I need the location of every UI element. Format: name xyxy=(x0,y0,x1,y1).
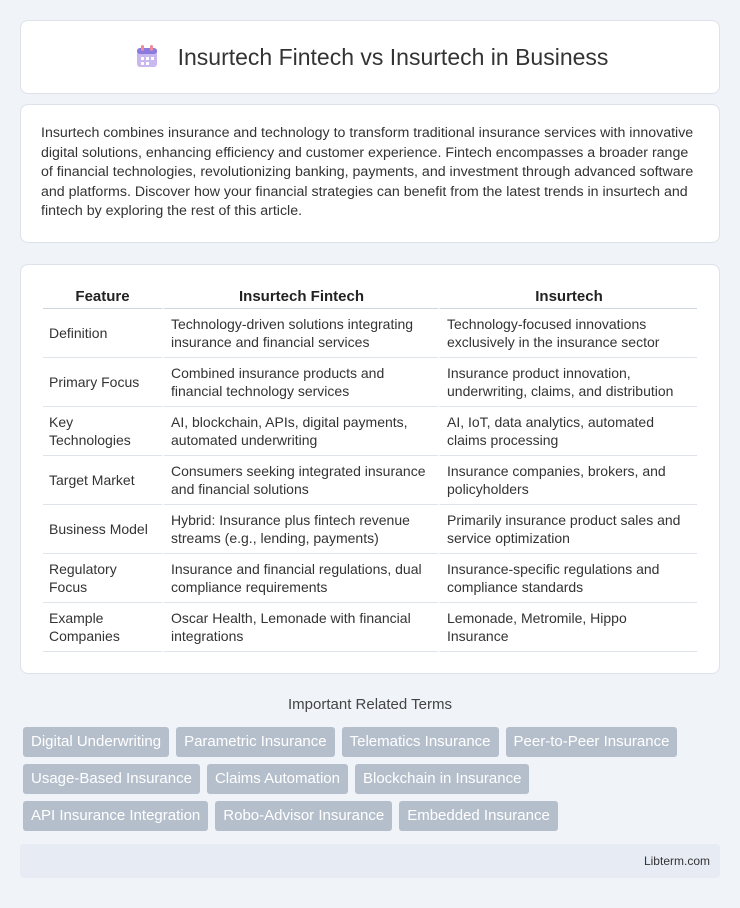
tag-peer-to-peer-insurance[interactable]: Peer-to-Peer Insurance xyxy=(506,727,678,757)
table-row xyxy=(43,309,697,358)
row-insurtech-fintech: Oscar Health, Lemonade with financial integrations xyxy=(162,603,438,652)
row-insurtech: AI, IoT, data analytics, automated claims processing xyxy=(438,407,697,456)
tag-digital-underwriting[interactable]: Digital Underwriting xyxy=(23,727,169,757)
header-insurtech-fintech: Insurtech Fintech xyxy=(162,285,438,309)
row-insurtech: Lemonade, Metromile, Hippo Insurance xyxy=(438,603,697,652)
row-insurtech-fintech: AI, blockchain, APIs, digital payments, automated underwriting xyxy=(162,407,438,456)
row-feature: Business Model xyxy=(43,505,162,554)
calendar-icon xyxy=(132,42,162,72)
row-insurtech-fintech: Hybrid: Insurance plus fintech revenue streams (e.g., lending, payments) xyxy=(162,505,438,554)
table-row xyxy=(43,603,697,652)
footer-site-link[interactable]: Libterm.com xyxy=(643,854,710,868)
table-row xyxy=(43,554,697,603)
row-insurtech: Insurance companies, brokers, and policyholders xyxy=(438,456,697,505)
related-terms-title: Important Related Terms xyxy=(288,696,452,713)
table-row xyxy=(43,456,697,505)
tag-usage-based-insurance[interactable]: Usage-Based Insurance xyxy=(23,764,200,794)
row-insurtech: Technology-focused innovations exclusively in the insurance sector xyxy=(438,309,697,358)
tag-parametric-insurance[interactable]: Parametric Insurance xyxy=(176,727,335,757)
header-insurtech: Insurtech xyxy=(438,285,697,309)
title-card xyxy=(20,20,720,94)
table-row xyxy=(43,358,697,407)
comparison-table xyxy=(43,285,697,652)
table-row xyxy=(43,505,697,554)
tag-claims-automation[interactable]: Claims Automation xyxy=(207,764,348,794)
row-feature: Target Market xyxy=(43,456,162,505)
header-feature: Feature xyxy=(43,285,162,309)
row-insurtech-fintech: Technology-driven solutions integrating insurance and financial services xyxy=(162,309,438,358)
row-feature: Primary Focus xyxy=(43,358,162,407)
row-insurtech-fintech: Consumers seeking integrated insurance and financial solutions xyxy=(162,456,438,505)
row-insurtech-fintech: Combined insurance products and financial technology services xyxy=(162,358,438,407)
tag-blockchain-in-insurance[interactable]: Blockchain in Insurance xyxy=(355,764,529,794)
tag-robo-advisor-insurance[interactable]: Robo-Advisor Insurance xyxy=(215,801,392,831)
page-title: Insurtech Fintech vs Insurtech in Business xyxy=(177,43,609,70)
related-terms-list xyxy=(20,727,720,831)
intro-text: Insurtech combines insurance and technology to transform traditional insurance services with innovative digital solutions, enhancing efficiency and customer experience. Fintech encompasses a broader range of financial technologies, revolutionizing banking, payments, and investment through advanced software and platforms. Discover how your financial strategies can benefit from the latest trends in insurtech and fintech by exploring the rest of this article. xyxy=(41,125,694,220)
tag-telematics-insurance[interactable]: Telematics Insurance xyxy=(342,727,499,757)
row-feature: Key Technologies xyxy=(43,407,162,456)
footer xyxy=(20,844,720,878)
comparison-table-card xyxy=(20,264,720,674)
row-insurtech: Insurance product innovation, underwriting, claims, and distribution xyxy=(438,358,697,407)
row-feature: Regulatory Focus xyxy=(43,554,162,603)
row-insurtech-fintech: Insurance and financial regulations, dual compliance requirements xyxy=(162,554,438,603)
row-feature: Definition xyxy=(43,309,162,358)
row-insurtech: Primarily insurance product sales and service optimization xyxy=(438,505,697,554)
table-row xyxy=(43,407,697,456)
row-feature: Example Companies xyxy=(43,603,162,652)
intro-card xyxy=(20,104,720,243)
row-insurtech: Insurance-specific regulations and compliance standards xyxy=(438,554,697,603)
table-header-row xyxy=(43,285,697,309)
tag-api-insurance-integration[interactable]: API Insurance Integration xyxy=(23,801,208,831)
tag-embedded-insurance[interactable]: Embedded Insurance xyxy=(399,801,558,831)
